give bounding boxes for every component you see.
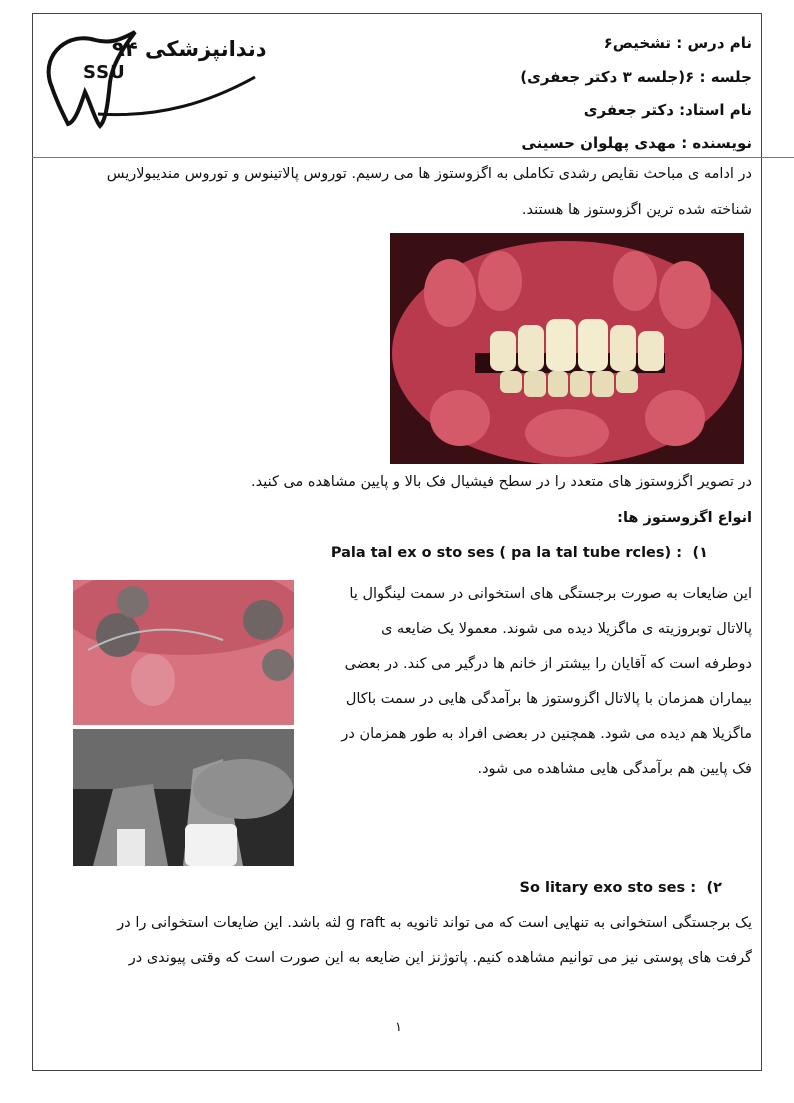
types-heading: انواع اگزوستوز ها: bbox=[617, 510, 752, 526]
section-2-line: یک برجستگی استخوانی به تنهایی است که می تواند ثانویه به g raft لثه باشد. این ضایعات استخوانی را در bbox=[117, 915, 752, 931]
section-2-title: So litary exo sto ses : bbox=[519, 880, 696, 896]
intro-line-1: در ادامه ی مباحث نقایص رشدی تکاملی به اگزوستوز ها می رسیم. توروس پالاتینوس و توروس مندیبولاریس bbox=[106, 166, 752, 182]
section-1-number: ۱) bbox=[692, 545, 708, 561]
header-divider bbox=[32, 157, 794, 158]
course-name: نام درس : تشخیص۶ bbox=[603, 34, 752, 52]
logo-abbr: SSU bbox=[83, 62, 126, 83]
palatal-exostosis-xray bbox=[73, 729, 294, 866]
page-number: ۱ bbox=[395, 1020, 402, 1035]
session-info: جلسه : ۶(جلسه ۳ دکتر جعفری) bbox=[520, 68, 752, 86]
instructor-name: نام استاد: دکتر جعفری bbox=[583, 101, 752, 119]
section-1-line: دوطرفه است که آقایان را بیشتر از خانم ها درگیر می کند. در بعضی bbox=[344, 656, 752, 672]
section-1-line: این ضایعات به صورت برجستگی های استخوانی در سمت لینگوال یا bbox=[349, 586, 752, 602]
facial-exostoses-photo bbox=[390, 233, 744, 464]
author-name: نویسنده : مهدی پهلوان حسینی bbox=[521, 134, 752, 152]
section-1-line: بیماران همزمان با پالاتال اگزوستوز ها برآمدگی هایی در سمت باکال bbox=[345, 691, 752, 707]
section-1-line: فک پایین هم برآمدگی هایی مشاهده می شود. bbox=[477, 761, 752, 777]
palatal-exostosis-photo bbox=[73, 580, 294, 725]
logo-title: دندانپزشکی ۹۴ bbox=[112, 37, 267, 61]
photo-caption: در تصویر اگزوستوز های متعدد را در سطح فیشیال فک بالا و پایین مشاهده می کنید. bbox=[250, 474, 752, 490]
section-1-title: Pala tal ex o sto ses ( pa la tal tube rcles) : bbox=[330, 545, 682, 561]
section-1-line: پالاتال توبروزیته ی ماگزیلا دیده می شوند. معمولا یک ضایعه ی bbox=[381, 621, 752, 637]
intro-line-2: شناخته شده ترین اگزوستوز ها هستند. bbox=[521, 202, 752, 218]
section-2-number: ۲) bbox=[706, 880, 722, 896]
section-1-line: ماگزیلا هم دیده می شود. همچنین در بعضی افراد به طور همزمان در bbox=[341, 726, 752, 742]
section-2-line: گرفت های پوستی نیز می توانیم مشاهده کنیم. پاتوژنز این ضایعه به این صورت است که وقتی پیوندی در bbox=[128, 950, 752, 966]
